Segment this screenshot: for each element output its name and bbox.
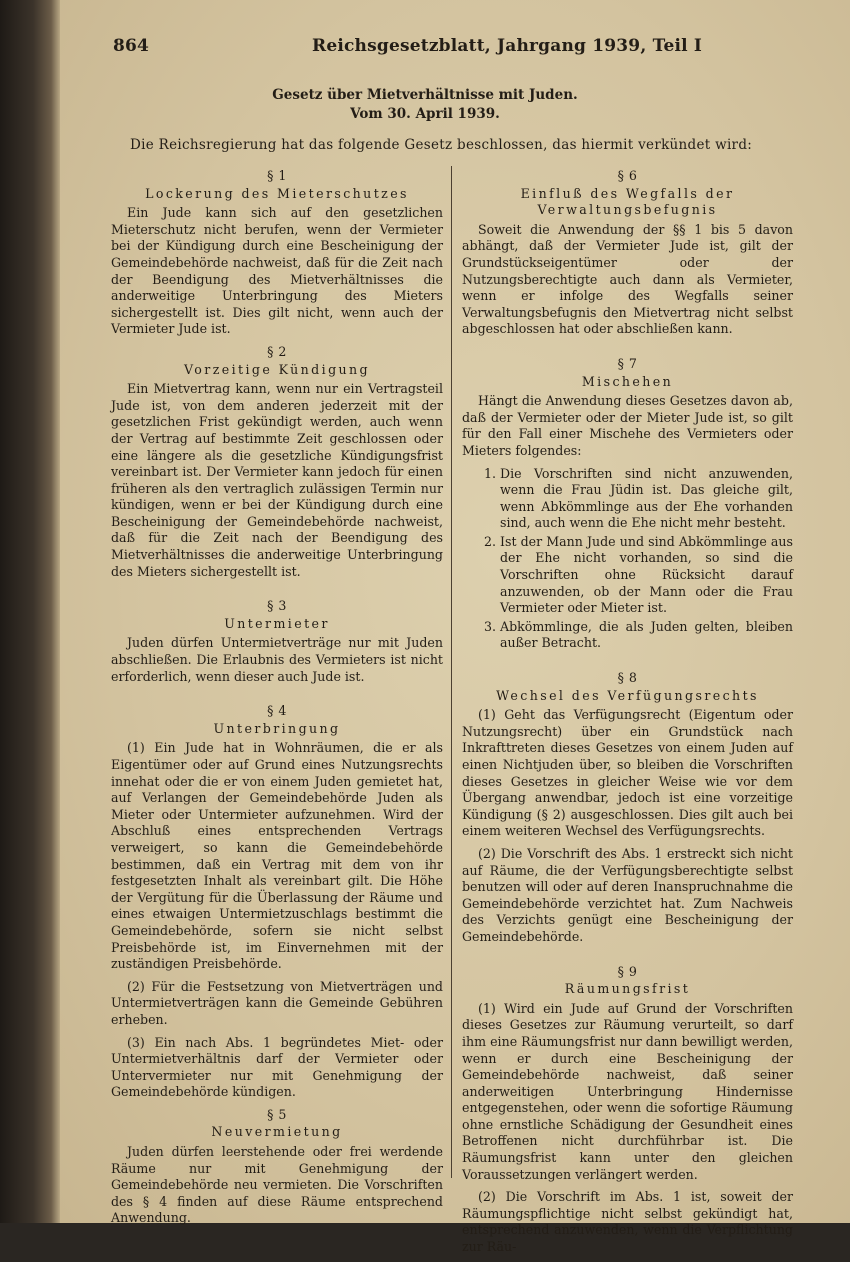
section-paragraph: (1) Ein Jude hat in Wohnräumen, die er als Eigentümer oder auf Grund eines Nutzungsrechts innehat oder die er von einem Juden gemietet hat, auf Verlangen der Gemeindebehörde Juden als Mieter oder Untermieter aufzunehmen. Wird der Abschluß eines entsprechenden Vertrags verweigert, so kann die Gemeindebehörde bestimmen, daß ein Vertrag mit dem von ihr festgesetzten Inhalt als vereinbart gilt. Die Höhe der Vergütung für die Überlassung der Räume und eines etwaigen Untermietzuschlags bestimmt die Gemeindebehörde, sofern sie nicht selbst Preisbehörde ist, im Einvernehmen mit der zuständigen Preisbehörde. bbox=[111, 740, 443, 972]
running-header: Reichsgesetzblatt, Jahrgang 1939, Teil I bbox=[312, 36, 703, 56]
section-paragraph: Hängt die Anwendung dieses Gesetzes davon ab, daß der Vermieter oder der Mieter Jude ist, so gilt für den Fall einer Mischehe des Vermieters oder Mieters folgendes: bbox=[462, 393, 793, 458]
law-date: Vom 30. April 1939. bbox=[350, 106, 500, 122]
section-heading: Neuvermietung bbox=[211, 1124, 343, 1140]
section-paragraph: (3) Ein nach Abs. 1 begründetes Miet- oder Untermietverhältnis darf der Vermieter oder Untervermieter nur mit Genehmigung der Gemeindebehörde kündigen. bbox=[111, 1034, 443, 1100]
section-paragraph: (1) Wird ein Jude auf Grund der Vorschriften dieses Gesetzes zur Räumung verurteilt, so darf ihm eine Räumungsfrist nur dann bewilligt werden, wenn er durch eine Bescheinigung der Gemeindebehörde nachweist, daß seiner anderweitigen Unterbringung Hindernisse entgegenstehen, oder wenn die sofortige Räumung ohne ernstliche Schädigung der Gesundheit eines Betroffenen nicht durchführbar ist. Die Räumungsfrist kann unter den gleichen Voraussetzungen verlängert werden. bbox=[462, 1000, 793, 1182]
section-heading: Untermieter bbox=[224, 615, 330, 631]
section-6 bbox=[462, 168, 793, 338]
page-number: 864 bbox=[113, 36, 150, 56]
section-number: § 7 bbox=[617, 355, 638, 371]
section-number: § 9 bbox=[617, 963, 638, 979]
section-paragraph: Ein Jude kann sich auf den gesetzlichen Mieterschutz nicht berufen, wenn der Vermieter bei der Kündigung durch eine Bescheinigung der Gemeindebehörde nachweist, daß für die Zeit nach der Beendigung des Mietverhältnisses die anderweitige Unterbringung des Mieters sichergestellt ist. Dies gilt nicht, wenn auch der Vermieter Jude ist. bbox=[111, 205, 443, 337]
section-number: § 6 bbox=[617, 168, 638, 183]
list-item: 2. Ist der Mann Jude und sind Abkömmlinge aus der Ehe nicht vorhanden, so sind die Vorschriften ohne Rücksicht darauf anzuwenden, ob der Mann oder die Frau Vermieter oder Mieter ist. bbox=[500, 534, 793, 617]
book-spine-edge bbox=[0, 0, 60, 1223]
section-1 bbox=[111, 168, 443, 338]
section-number: § 3 bbox=[267, 598, 287, 614]
section-9 bbox=[462, 964, 793, 1256]
section-paragraph: Juden dürfen leerstehende oder frei werdende Räume nur mit Genehmigung der Gemeindebehörde neu vermieten. Die Vorschriften des § 4 finden auf diese Räume entsprechend Anwendung. bbox=[111, 1144, 443, 1226]
section-4 bbox=[111, 703, 443, 1101]
section-paragraph: Juden dürfen Untermietverträge nur mit Juden abschließen. Die Erlaubnis des Vermieters ist nicht erforderlich, wenn dieser auch Jude ist. bbox=[111, 635, 443, 684]
section-number: § 4 bbox=[267, 703, 287, 719]
section-8 bbox=[462, 670, 793, 946]
section-heading: Einfluß des Wegfalls der Verwaltungsbefugnis bbox=[520, 185, 735, 218]
section-paragraph: (2) Die Vorschrift im Abs. 1 ist, soweit der Räumungspflichtige nicht selbst gekündigt hat, entsprechend anzuwenden, wenn die Verpflichtung zur Räu- bbox=[462, 1189, 793, 1255]
column-divider bbox=[451, 166, 452, 1178]
section-5 bbox=[111, 1107, 443, 1227]
section-number: § 2 bbox=[267, 343, 287, 359]
section-heading: Unterbringung bbox=[213, 720, 341, 736]
section-3 bbox=[111, 598, 443, 685]
section-2 bbox=[111, 344, 443, 580]
right-column bbox=[462, 166, 793, 1262]
section-paragraph: Ein Mietvertrag kann, wenn nur ein Vertragsteil Jude ist, von dem anderen jederzeit mit der gesetzlichen Frist gekündigt werden, auch wenn der Vertrag auf bestimmte Zeit geschlossen oder eine längere als die gesetzliche Kündigungsfrist vereinbart ist. Der Vermieter kann jedoch für einen früheren als den vertraglich zulässigen Termin nur kündigen, wenn er bei der Kündigung durch eine Bescheinigung der Gemeindebehörde nachweist, daß für die Zeit nach der Beendigung des Mietverhältnisses die anderweitige Unterbringung des Mieters sichergestellt ist. bbox=[111, 381, 443, 579]
section-heading: Lockerung des Mieterschutzes bbox=[145, 185, 409, 201]
section-number: § 5 bbox=[267, 1106, 287, 1122]
section-heading: Mischehen bbox=[581, 373, 674, 389]
intro-sentence: Die Reichsregierung hat das folgende Gesetz beschlossen, das hiermit verkündet wird: bbox=[130, 137, 753, 153]
section-number: § 1 bbox=[267, 168, 287, 183]
section-paragraph: Soweit die Anwendung der §§ 1 bis 5 davon abhängt, daß der Vermieter Jude ist, gilt der Grundstückseigentümer oder der Nutzungsberechtigte auch dann als Vermieter, wenn er infolge des Wegfalls seiner Verwaltungsbefugnis den Mietvertrag nicht selbst abgeschlossen hat oder abschließen kann. bbox=[462, 221, 793, 337]
law-title: Gesetz über Mietverhältnisse mit Juden. bbox=[272, 87, 578, 103]
mixed-marriage-list bbox=[462, 466, 793, 653]
section-paragraph: (2) Die Vorschrift des Abs. 1 erstreckt sich nicht auf Räume, die der Verfügungsberechtigte selbst benutzen will oder auf deren Inanspruchnahme die Gemeindebehörde verzichtet hat. Zum Nachweis des Verzichts genügt eine Bescheinigung der Gemeindebehörde. bbox=[462, 845, 793, 944]
section-paragraph: (1) Geht das Verfügungsrecht (Eigentum oder Nutzungsrecht) über ein Grundstück nach Inkrafttreten dieses Gesetzes von einem Juden auf einen Nichtjuden über, so bleiben die Vorschriften dieses Gesetzes in gleicher Weise wie vor dem Übergang anwendbar, jedoch ist eine vorzeitige Kündigung (§ 2) ausgeschlossen. Dies gilt auch bei einem weiteren Wechsel des Verfügungsrechts. bbox=[462, 707, 793, 839]
section-heading: Wechsel des Verfügungsrechts bbox=[496, 687, 759, 703]
section-paragraph: (2) Für die Festsetzung von Mietverträgen und Untermietverträgen kann die Gemeinde Gebühren erheben. bbox=[111, 978, 443, 1027]
section-number: § 8 bbox=[617, 670, 638, 686]
section-7 bbox=[462, 356, 793, 652]
section-heading: Vorzeitige Kündigung bbox=[183, 361, 371, 377]
section-heading: Räumungsfrist bbox=[564, 981, 691, 997]
list-item: 3. Abkömmlinge, die als Juden gelten, bleiben außer Betracht. bbox=[500, 619, 793, 652]
list-item: 1. Die Vorschriften sind nicht anzuwenden, wenn die Frau Jüdin ist. Das gleiche gilt, wenn Abkömmlinge aus der Ehe vorhanden sind, auch wenn die Ehe nicht mehr besteht. bbox=[500, 466, 793, 532]
left-column bbox=[111, 166, 443, 1233]
